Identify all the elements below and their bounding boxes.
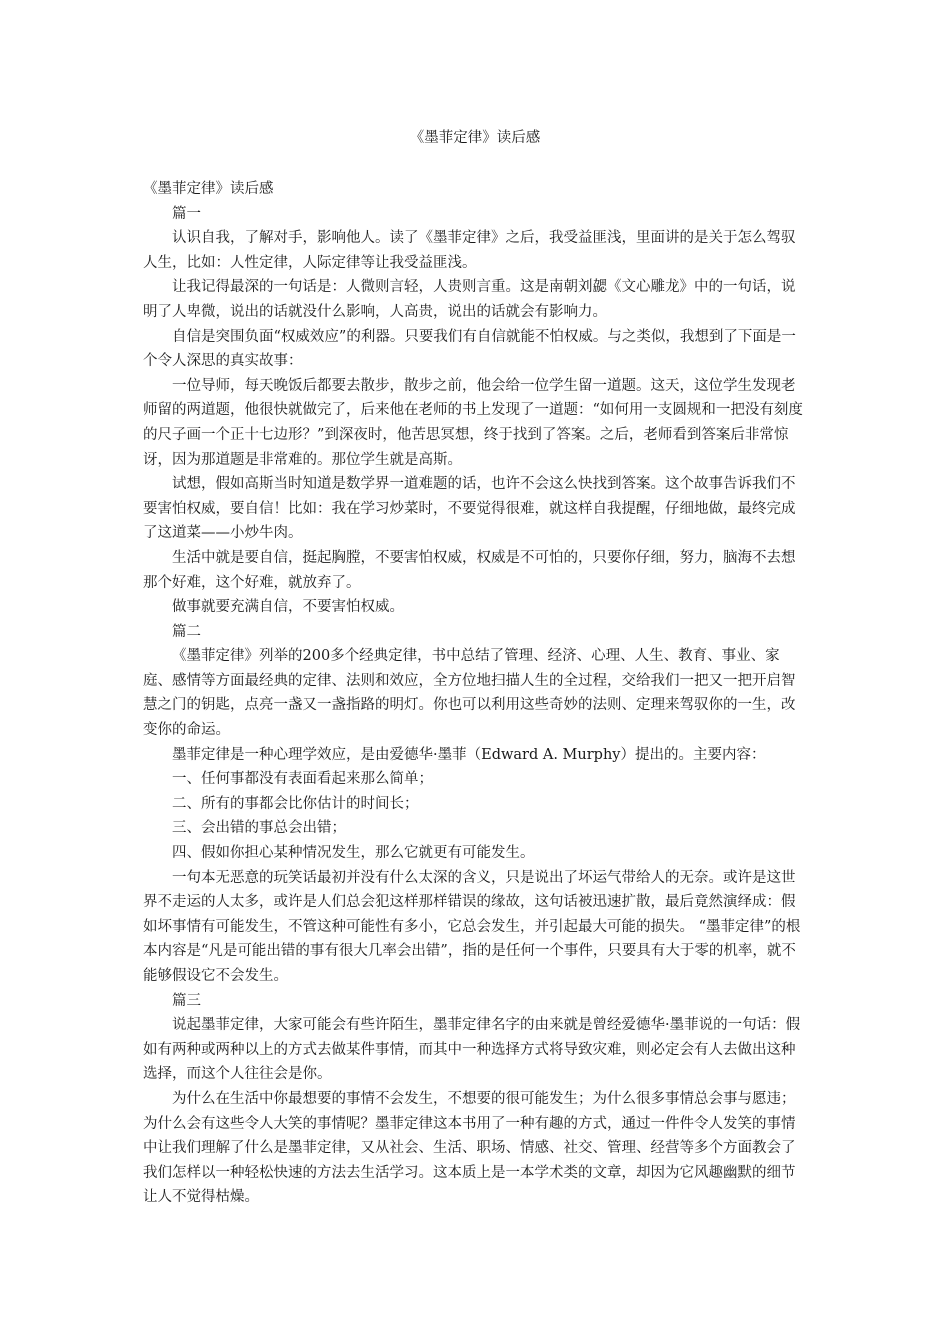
list-item: 四、假如你担心某种情况发生，那么它就更有可能发生。 — [172, 845, 535, 862]
paragraph: 做事就要充满自信，不要害怕权威。 — [172, 599, 404, 616]
list-item: 一、任何事都没有表面看起来那么简单； — [172, 771, 433, 788]
document-title: 《墨菲定律》读后感 — [409, 130, 541, 146]
paragraph: 生活中就是要自信，挺起胸膛，不要害怕权威，权威是不可怕的，只要你仔细，努力，脑海不去想那个好难，这个好难，就放弃了。 — [143, 549, 796, 591]
list-item: 三、会出错的事总会出错； — [172, 820, 346, 837]
section-heading-3: 篇三 — [172, 992, 201, 1009]
paragraph: 说起墨菲定律，大家可能会有些许陌生，墨菲定律名字的由来就是曾经爱德华·墨菲说的一句话：假如有两种或两种以上的方式去做某件事情，而其中一种选择方式将导致灾难，则必定会有人去做出这种选择，而这个人往往会是你。 — [143, 1017, 801, 1083]
list-item: 二、所有的事都会比你估计的时间长； — [172, 795, 419, 812]
paragraph: 一句本无恶意的玩笑话最初并没有什么太深的含义，只是说出了坏运气带给人的无奈。或许是这世界不走运的人太多，或许是人们总会犯这样那样错误的缘故，这句话被迅速扩散，最后竟然演绎成：假如坏事情有可能发生，不管这种可能性有多小，它总会发生，并引起最大可能的损失。 “墨菲定律”的根本内容是“凡是可能出错的事有很大几率会出错”，指的是任何一个事件，只要具有大于零的机率，就不能够假设它不会发生。 — [143, 869, 801, 984]
paragraph: 自信是突围负面“权威效应”的利器。只要我们有自信就能不怕权威。与之类似，我想到了下面是一个令人深思的真实故事： — [143, 328, 796, 370]
document-subtitle: 《墨菲定律》读后感 — [143, 181, 274, 197]
section-heading-1: 篇一 — [172, 205, 201, 222]
document-body — [143, 177, 808, 1210]
paragraph: 让我记得最深的一句话是：人微则言轻，人贵则言重。这是南朝刘勰《文心雕龙》中的一句话，说明了人卑微，说出的话就没什么影响，人高贵，说出的话就会有影响力。 — [143, 279, 796, 320]
paragraph: 试想，假如高斯当时知道是数学界一道难题的话，也许不会这么快找到答案。这个故事告诉我们不要害怕权威，要自信！比如：我在学习炒菜时，不要觉得很难，就这样自我提醒，仔细地做，最终完成了这道菜——小炒牛肉。 — [143, 476, 796, 542]
section-heading-2: 篇二 — [172, 623, 201, 640]
paragraph: 认识自我，了解对手，影响他人。读了《墨菲定律》之后，我受益匪浅，里面讲的是关于怎么驾驭人生，比如：人性定律，人际定律等让我受益匪浅。 — [143, 230, 796, 271]
paragraph: 一位导师，每天晚饭后都要去散步，散步之前，他会给一位学生留一道题。这天，这位学生发现老师留的两道题，他很快就做完了，后来他在老师的书上发现了一道题：“如何用一支圆规和一把没有刻度的尺子画一个正十七边形？”到深夜时，他苦思冥想，终于找到了答案。之后，老师看到答案后非常惊讶，因为那道题是非常难的。那位学生就是高斯。 — [143, 377, 803, 468]
paragraph: 墨菲定律是一种心理学效应，是由爱德华·墨菲（Edward A. Murphy）提出的。主要内容： — [172, 746, 766, 763]
paragraph: 《墨菲定律》列举的200多个经典定律，书中总结了管理、经济、心理、人生、教育、事业、家庭、感情等方面最经典的定律、法则和效应，全方位地扫描人生的全过程，交给我们一把又一把开启智慧之门的钥匙，点亮一盏又一盏指路的明灯。你也可以利用这些奇妙的法则、定理来驾驭你的一生，改变你的命运。 — [143, 648, 796, 739]
paragraph: 为什么在生活中你最想要的事情不会发生，不想要的很可能发生；为什么很多事情总会事与愿违；为什么会有这些令人大笑的事情呢？墨菲定律这本书用了一种有趣的方式，通过一件件令人发笑的事情中让我们理解了什么是墨菲定律，又从社会、生活、职场、情感、社交、管理、经营等多个方面教会了我们怎样以一种轻松快速的方法去生活学习。这本质上是一本学术类的文章，却因为它风趣幽默的细节让人不觉得枯燥。 — [143, 1090, 796, 1206]
